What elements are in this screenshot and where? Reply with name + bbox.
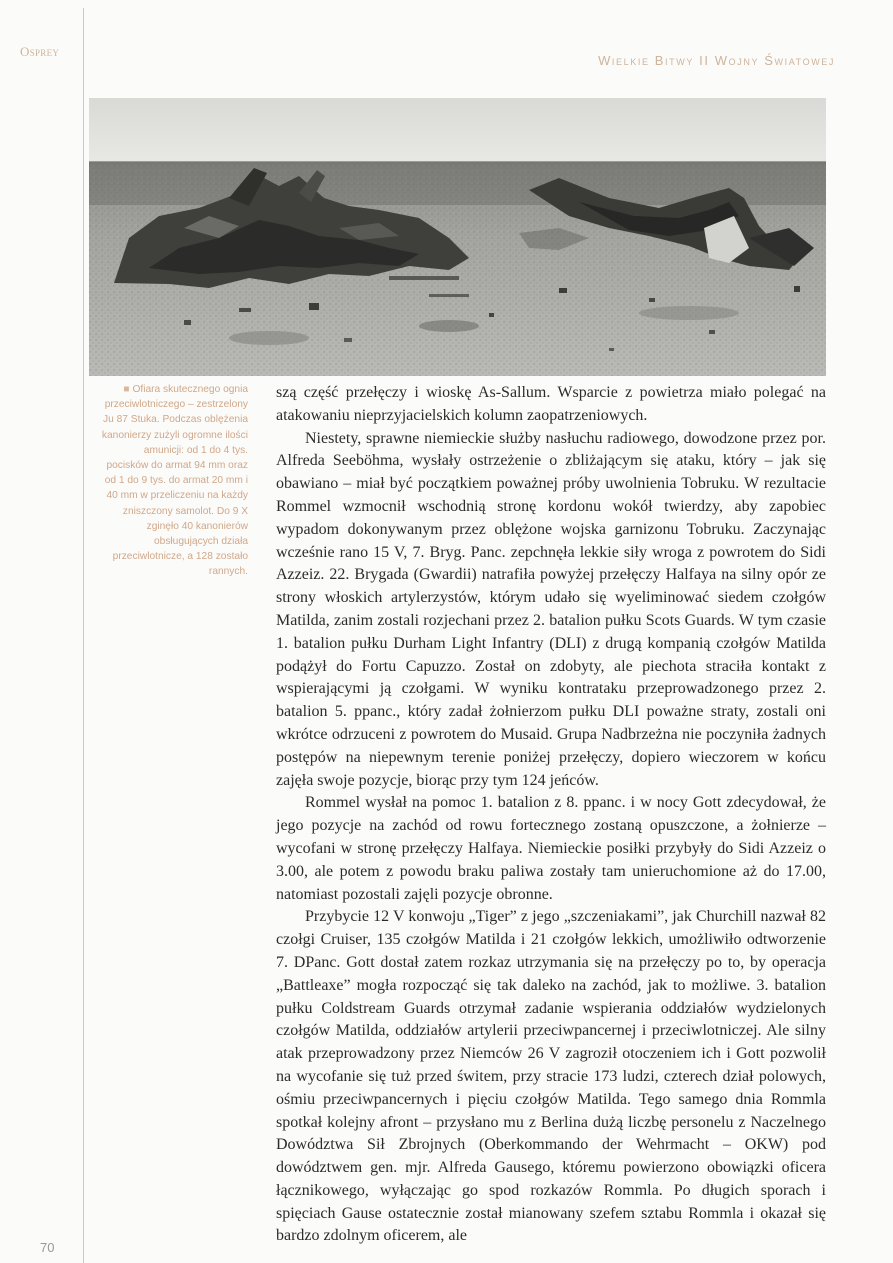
running-header-series-title: Wielkie Bitwy II Wojny Światowej: [598, 53, 835, 68]
caption-bullet-icon: ■: [123, 384, 130, 395]
paragraph-continuation: szą część przełęczy i wioskę As-Sallum. Wsparcie z powietrza miało polegać na atakowaniu nieprzyjacielskich kolumn zaopatrzeniowych.: [276, 384, 826, 424]
publisher-brand: [20, 44, 80, 61]
paragraph: Niestety, sprawne niemieckie służby nasłuchu radiowego, dowodzone przez por. Alfreda Seeböhma, wysłały ostrzeżenie o zbliżającym się ataku, który – jak się obawiano – miał być początkiem poważnej próby uwolnienia Tobruku. W rezultacie Rommel wzmocnił wschodnią stronę kordonu wokół twierdzy, aby zapobiec wypadom dokonywanym przez oblężone wojska garnizonu Tobruku. Zaczynając wcześnie rano 15 V, 7. Bryg. Panc. zepchnęła lekkie siły wroga z powrotem do Sidi Azzeiz. 22. Brygada (Gwardii) natrafiła powyżej przełęczy Halfaya na silny opór ze strony włoskich artylerzystów, którym udało się wyeliminować siedem czołgów Matilda, zanim zostali rozjechani przez 2. batalion pułku Scots Guards. W tym czasie 1. batalion pułku Durham Light Infantry (DLI) z drugą kompanią czołgów Matilda podążył do Fortu Capuzzo. Został on zdobyty, ale piechota straciła kontakt z wspierającymi ją czołgami. W wyniku kontrataku przeprowadzonego przez 2. batalion 5. ppanc., który zadał żołnierzom pułku DLI poważne straty, zostali oni wkrótce odrzuceni z powrotem do Musaid. Grupa Nadbrzeżna nie poczyniła żadnych postępów na niepewnym terenie poniżej przełęczy, dopiero wieczorem w końcu zajęła swoje pozycje, biorąc przy tym 124 jeńców.: [276, 429, 826, 789]
wreck-photograph: [89, 98, 826, 376]
publisher-logo-text: Osprey: [20, 44, 60, 59]
photo-caption-text: Ofiara skutecznego ognia przeciwlotniczego – zestrzelony Ju 87 Stuka. Podczas oblężenia kanonierzy zużyli ogromne ilości amunicji: od 1 do 4 tys. pocisków do armat 94 mm oraz od 1 do 9 tys. do armat 20 mm i 40 mm w przeliczeniu na każdy zniszczony samolot. Do 9 X zginęło 40 kanonierów obsługujących działa przeciwlotnicze, a 128 zostało rannych.: [101, 384, 248, 578]
page-spine-line: [83, 8, 84, 1263]
photo-caption: [100, 382, 248, 580]
wreck-photo-image: [89, 98, 826, 376]
paragraph: Przybycie 12 V konwoju „Tiger” z jego „szczeniakami”, jak Churchill nazwał 82 czołgi Cruiser, 135 czołgów Matilda i 21 czołgów lekkich, umożliwiło odtworzenie 7. DPanc. Gott dostał zatem rozkaz utrzymania się na przełęczy po to, by operacja „Battleaxe” mogła rozpocząć się tak daleko na zachód, jak to możliwe. 3. batalion pułku Coldstream Guards otrzymał zadanie wspierania oddziałów wydzielonych czołgów Matilda, oddziałów artylerii przeciwpancernej i przeciwlotniczej. Ale silny atak przeprowadzony przez Niemców 26 V zagroził otoczeniem ich i Gott pozwolił na wycofanie się tuż przed świtem, przy stracie 173 ludzi, czterech dział polowych, ośmiu przeciwpancernych i pięciu czołgów Matilda. Tego samego dnia Rommla spotkał kolejny afront – przysłano mu z Berlina dużą liczbę personelu z Naczelnego Dowództwa Sił Zbrojnych (Oberkommando der Wehrmacht – OKW) pod dowództwem gen. mjr. Alfreda Gausego, któremu powierzono obowiązki oficera łącznikowego, wyłączając go spod rozkazów Rommla. Po długich sporach i spięciach Gause ostatecznie został mianowany szefem sztabu Rommla i okazał się bardzo zdolnym oficerem, ale: [276, 908, 826, 1245]
paragraph: Rommel wysłał na pomoc 1. batalion z 8. ppanc. i w nocy Gott zdecydował, że jego pozycje na zachód od rowu fortecznego zostaną opuszczone, a żołnierze – wycofani w stronę przełęczy Halfaya. Niemieckie posiłki przybyły do Sidi Azzeiz o 3.00, ale potem z powodu braku paliwa zostały tam unieruchomione aż do 17.00, natomiast pozostali zajęli pozycje obronne.: [276, 794, 826, 903]
article-body: [276, 382, 826, 1248]
page-number: 70: [40, 1240, 55, 1255]
